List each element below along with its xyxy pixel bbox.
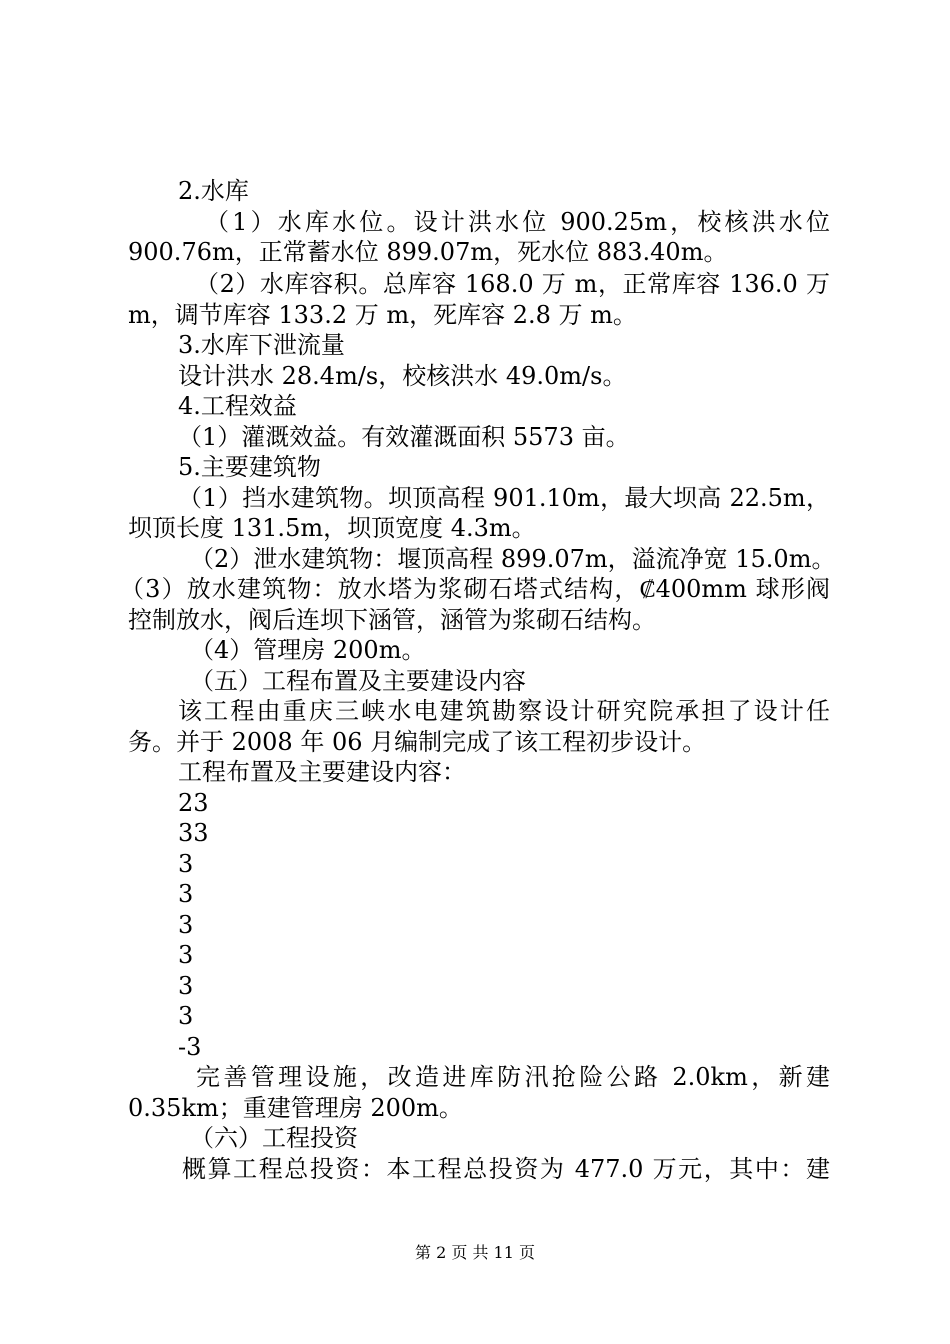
paragraph-line: （2）水库容积。总库容 168.0 万 m，正常库容 136.0 万 xyxy=(195,270,830,298)
paragraph-line: （3）放水建筑物：放水塔为浆砌石塔式结构，₡400mm 球形阀 xyxy=(120,575,830,603)
page-footer: 第 2 页 共 11 页 xyxy=(415,1243,535,1262)
heading-buildings: 5.主要建筑物 xyxy=(178,453,321,481)
paragraph-line: 该工程由重庆三峡水电建筑勘察设计研究院承担了设计任 xyxy=(178,697,830,725)
paragraph-line: 概算工程总投资：本工程总投资为 477.0 万元，其中：建 xyxy=(182,1155,830,1183)
section-heading: （五）工程布置及主要建设内容 xyxy=(190,667,526,695)
paragraph-line: （1）挡水建筑物。坝顶高程 901.10m，最大坝高 22.5m， xyxy=(178,484,830,512)
number-line: 3 xyxy=(178,1002,194,1030)
paragraph-line: 设计洪水 28.4m/s，校核洪水 49.0m/s。 xyxy=(178,362,627,390)
paragraph-line: 坝顶长度 131.5m，坝顶宽度 4.3m。 xyxy=(128,514,536,542)
paragraph-line: （1）水库水位。设计洪水位 900.25m，校核洪水位 xyxy=(205,208,830,236)
number-line: 3 xyxy=(178,972,194,1000)
heading-benefit: 4.工程效益 xyxy=(178,392,297,420)
paragraph-line: 务。并于 2008 年 06 月编制完成了该工程初步设计。 xyxy=(128,728,707,756)
paragraph-line: 完善管理设施，改造进库防汛抢险公路 2.0km，新建 xyxy=(196,1063,830,1091)
number-line: 3 xyxy=(178,850,194,878)
paragraph-line: 0.35km；重建管理房 200m。 xyxy=(128,1094,463,1122)
paragraph-line: 工程布置及主要建设内容： xyxy=(178,758,466,786)
number-line: -3 xyxy=(178,1033,202,1061)
section-heading: （六）工程投资 xyxy=(190,1124,358,1152)
heading-reservoir: 2.水库 xyxy=(178,177,249,205)
number-line: 33 xyxy=(178,819,209,847)
paragraph-line: 控制放水，阀后连坝下涵管，涵管为浆砌石结构。 xyxy=(128,606,656,634)
heading-discharge: 3.水库下泄流量 xyxy=(178,331,345,359)
paragraph-line: 900.76m，正常蓄水位 899.07m，死水位 883.40m。 xyxy=(128,238,728,266)
number-line: 3 xyxy=(178,911,194,939)
number-line: 3 xyxy=(178,941,194,969)
paragraph-line: （1）灌溉效益。有效灌溉面积 5573 亩。 xyxy=(178,423,630,451)
number-line: 23 xyxy=(178,789,209,817)
paragraph-line: （2）泄水建筑物：堰顶高程 899.07m，溢流净宽 15.0m。 xyxy=(190,545,836,573)
number-line: 3 xyxy=(178,880,194,908)
paragraph-line: （4）管理房 200m。 xyxy=(190,636,426,664)
paragraph-line: m，调节库容 133.2 万 m，死库容 2.8 万 m。 xyxy=(128,301,637,329)
